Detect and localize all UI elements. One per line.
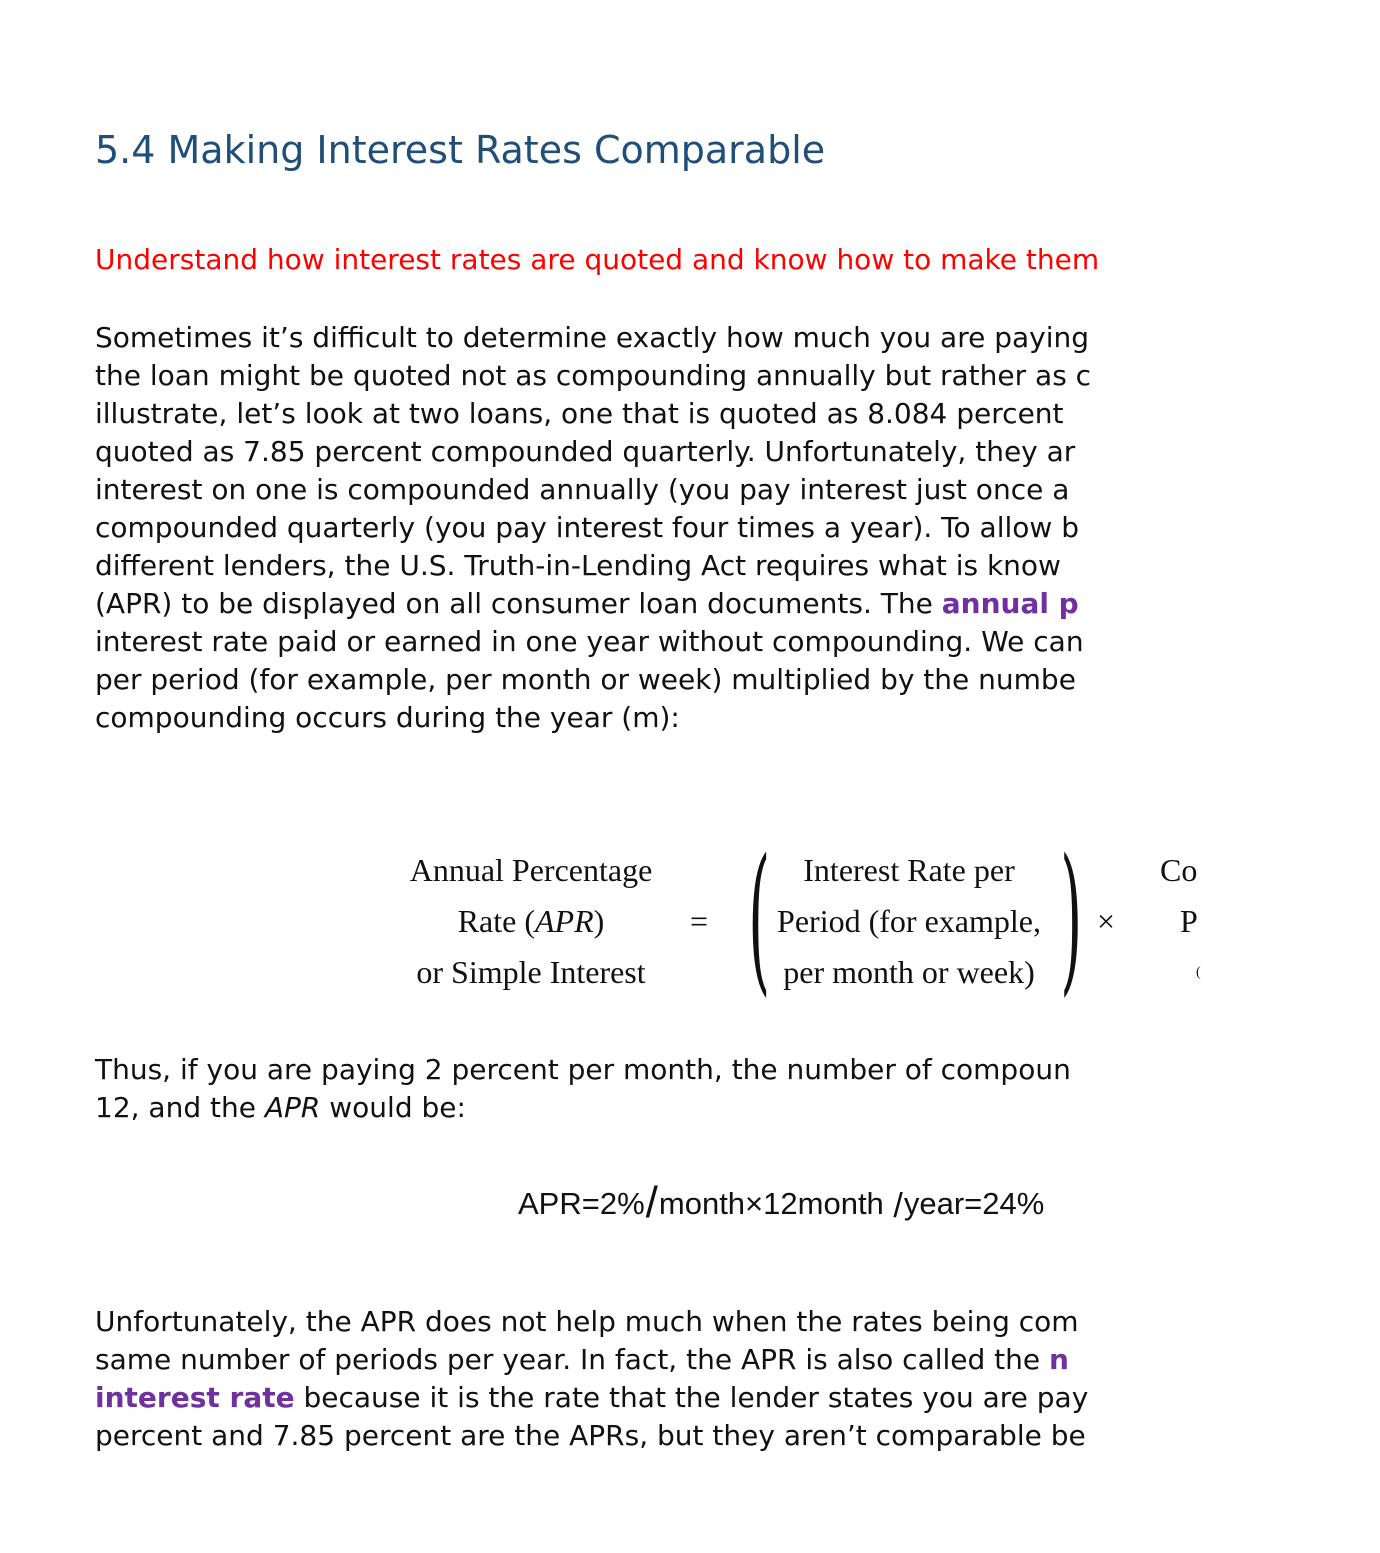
text-line: per period (for example, per month or week) multiplied by the numbe (95, 663, 1076, 696)
paragraph-example (95, 1051, 1071, 1127)
paragraph-nominal (95, 1303, 1089, 1452)
formula-mid-line2: Period (for example, (777, 903, 1041, 939)
text-span: (APR) to be displayed on all consumer loan documents. The (95, 587, 942, 620)
formula-lhs-line3: or Simple Interest (416, 954, 646, 990)
formula-rhs-line2: P (1180, 903, 1198, 939)
text-line: compounding occurs during the year (m): (95, 701, 680, 734)
text-line: illustrate, let’s look at two loans, one that is quoted as 8.084 percent (95, 397, 1064, 430)
formula-lhs-line2: Rate (APR) (457, 903, 605, 939)
text-line: Thus, if you are paying 2 percent per month, the number of compoun (95, 1053, 1071, 1086)
formula-rhs (1160, 845, 1380, 998)
text-line: same number of periods per year. In fact, the APR is also called the n (95, 1343, 1069, 1376)
text-line: different lenders, the U.S. Truth-in-Lending Act requires what is know (95, 549, 1061, 582)
text-line: Sometimes it’s difficult to determine exactly how much you are paying (95, 321, 1090, 354)
text-line: interest on one is compounded annually (you pay interest just once a (95, 473, 1070, 506)
text-line: interest rate paid or earned in one year without compounding. We can (95, 625, 1084, 658)
times-sign: × (1097, 903, 1116, 939)
text-line (95, 585, 1091, 623)
learning-objective: Understand how interest rates are quoted and know how to make them (95, 243, 1100, 276)
key-term-nominal: n (1049, 1343, 1069, 1376)
key-term-apr: annual p (941, 587, 1079, 620)
apr-example-equation: APR=2%/month×12month /year=24% (518, 1178, 1045, 1227)
formula-rhs-line3: ( (1196, 965, 1201, 980)
text-line: Unfortunately, the APR does not help much when the rates being com (95, 1305, 1079, 1338)
paragraph-intro (95, 319, 1091, 737)
text-line-clipped: percent and 7.85 percent are the APRs, but they aren’t comparable be (95, 1419, 1086, 1452)
formula-mid-line3: per month or week) (783, 954, 1035, 990)
apr-formula (0, 824, 1201, 1011)
text-line: 12, and the APR would be: (95, 1091, 466, 1124)
formula-lhs-line1: Annual Percentage (409, 852, 653, 888)
text-line: compounded quarterly (you pay interest four times a year). To allow b (95, 511, 1079, 544)
section-title: 5.4 Making Interest Rates Comparable (95, 128, 826, 172)
text-line: the loan might be quoted not as compounding annually but rather as c (95, 359, 1092, 392)
right-paren: ) (1060, 824, 1083, 1011)
left-paren: ( (748, 824, 771, 1011)
formula-mid-line1: Interest Rate per (803, 852, 1015, 888)
equals-sign: = (690, 903, 709, 939)
formula-rhs-line1: Co (1160, 852, 1198, 888)
key-term-interest-rate: interest rate (95, 1381, 295, 1414)
text-line: quoted as 7.85 percent compounded quarterly. Unfortunately, they ar (95, 435, 1076, 468)
formula-lhs (400, 845, 662, 998)
text-line: interest rate because it is the rate that the lender states you are pay (95, 1381, 1089, 1414)
formula-middle (762, 845, 1056, 998)
